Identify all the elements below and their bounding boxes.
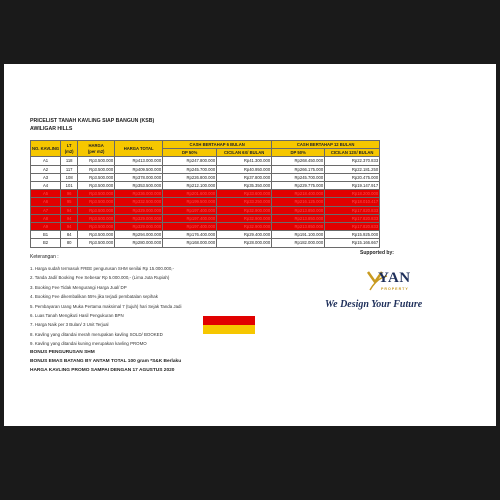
bonus-line-3: HARGA KAVLING PROMO SAMPAI DENGAN 17 AGUSTUS 2020 xyxy=(30,368,175,373)
cell-no: A2 xyxy=(31,165,61,173)
cell-dp12: Rp213.850.000 xyxy=(272,223,325,231)
cell-cic12: Rp15.166.667 xyxy=(325,239,380,247)
table-row xyxy=(31,214,380,222)
cell-total: Rp294.000.000 xyxy=(115,231,163,239)
cell-cic12: Rp22.370.833 xyxy=(325,157,380,165)
cell-harga: Rp3.500.000 xyxy=(78,223,115,231)
cell-total: Rp329.000.000 xyxy=(115,206,163,214)
table-row xyxy=(31,223,380,231)
cell-no: A3 xyxy=(31,173,61,181)
header-lt: LT (m2) xyxy=(61,141,78,157)
cell-harga: Rp3.500.000 xyxy=(78,239,115,247)
cell-cic6: Rp32.900.000 xyxy=(217,223,272,231)
cell-dp6: Rp212.100.000 xyxy=(163,181,217,189)
note-item: 6. Luas Tanah Mengikuti Hasil Pengukuran BPN xyxy=(30,312,124,318)
note-item: 5. Pembayaran Uang Muka Pertama maksimal 7 (tujuh) hari Sejak Tanda Jadi xyxy=(30,303,182,309)
cell-dp12: Rp268.450.000 xyxy=(272,157,325,165)
note-item: 2. Tanda Jadi/ Booking Fee Sebesar Rp 5.000.000,- (Lima Juta Rupiah) xyxy=(30,275,170,281)
table-row xyxy=(31,157,380,165)
cell-harga: Rp3.500.000 xyxy=(78,190,115,198)
cell-harga: Rp3.500.000 xyxy=(78,173,115,181)
cell-no: B1 xyxy=(31,231,61,239)
table-header-row xyxy=(31,141,380,149)
cell-lt: 101 xyxy=(61,181,78,189)
note-item: 4. Booking Fee dikembalikan 55% jika terjadi pembatalan sepihak xyxy=(30,294,158,300)
note-item: 7. Harga Naik per 3 Bulan/ 3 Unit Terjual xyxy=(30,322,109,328)
supported-by-label: Supported by: xyxy=(360,250,394,256)
header-harga-total: HARGA TOTAL xyxy=(115,141,163,157)
cell-lt: 80 xyxy=(61,239,78,247)
cell-dp12: Rp245.700.000 xyxy=(272,173,325,181)
table-row xyxy=(31,190,380,198)
cell-total: Rp280.000.000 xyxy=(115,239,163,247)
cell-cic6: Rp32.900.000 xyxy=(217,214,272,222)
cell-no: A1 xyxy=(31,157,61,165)
price-table xyxy=(30,140,380,248)
cell-lt: 108 xyxy=(61,173,78,181)
cell-no: B2 xyxy=(31,239,61,247)
cell-harga: Rp3.500.000 xyxy=(78,206,115,214)
bonus-line-2: BONUS EMAS BATANG BY ANTAM TOTAL 100 gram *S&K Berlaku xyxy=(30,359,182,364)
cell-total: Rp329.000.000 xyxy=(115,214,163,222)
notes-section xyxy=(30,254,280,349)
cell-harga: Rp3.500.000 xyxy=(78,165,115,173)
table-row xyxy=(31,165,380,173)
cell-total: Rp413.000.000 xyxy=(115,157,163,165)
cell-cic6: Rp29.400.000 xyxy=(217,231,272,239)
cell-harga: Rp3.500.000 xyxy=(78,231,115,239)
cell-total: Rp332.500.000 xyxy=(115,198,163,206)
notes-list xyxy=(30,264,280,349)
cell-lt: 118 xyxy=(61,157,78,165)
cell-dp12: Rp191.100.000 xyxy=(272,231,325,239)
cell-dp12: Rp266.175.000 xyxy=(272,165,325,173)
table-body xyxy=(31,157,380,247)
cell-dp6: Rp199.500.000 xyxy=(163,198,217,206)
cell-lt: 94 xyxy=(61,223,78,231)
cell-no: A4 xyxy=(31,181,61,189)
sponsor-slogan: We Design Your Future xyxy=(325,299,423,310)
cell-total: Rp378.000.000 xyxy=(115,173,163,181)
cell-total: Rp353.500.000 xyxy=(115,181,163,189)
table-row xyxy=(31,231,380,239)
cell-cic12: Rp18.010.417 xyxy=(325,198,380,206)
cell-cic12: Rp18.200.000 xyxy=(325,190,380,198)
cell-harga: Rp3.500.000 xyxy=(78,157,115,165)
header-harga: HARGA (per m2) xyxy=(78,141,115,157)
header-dp-12: DP 50% xyxy=(272,149,325,157)
cell-dp6: Rp201.600.000 xyxy=(163,190,217,198)
cell-cic6: Rp32.900.000 xyxy=(217,206,272,214)
cell-lt: 117 xyxy=(61,165,78,173)
cell-no: A8 xyxy=(31,214,61,222)
cell-cic6: Rp37.800.000 xyxy=(217,173,272,181)
cell-cic12: Rp15.925.000 xyxy=(325,231,380,239)
cell-dp6: Rp197.400.000 xyxy=(163,214,217,222)
cell-cic12: Rp20.475.000 xyxy=(325,173,380,181)
cell-no: A9 xyxy=(31,223,61,231)
header-cash-12: CASH BERTAHAP 12 BULAN xyxy=(272,141,380,149)
cell-total: Rp329.000.000 xyxy=(115,223,163,231)
cell-dp6: Rp247.800.000 xyxy=(163,157,217,165)
cell-cic6: Rp33.600.000 xyxy=(217,190,272,198)
bonus-line-1: BONUS PENGURUSAN SHM xyxy=(30,350,95,355)
cell-lt: 94 xyxy=(61,214,78,222)
document-subtitle: AWILIGAR HILLS xyxy=(30,126,73,132)
cell-lt: 84 xyxy=(61,231,78,239)
note-item: 1. Harga sudah termasuk FREE pengurusan SHM senilai Rp 15.000.000,- xyxy=(30,266,174,271)
cell-cic6: Rp40.950.000 xyxy=(217,165,272,173)
note-item: 9. Kavling yang ditandai kuning merupakan kavling PROMO xyxy=(30,341,147,347)
cell-cic12: Rp22.181.250 xyxy=(325,165,380,173)
table-row xyxy=(31,239,380,247)
cell-dp6: Rp197.400.000 xyxy=(163,206,217,214)
legend-sold-swatch xyxy=(203,316,255,325)
header-cash-6: CASH BERTAHAP 6 BULAN xyxy=(163,141,272,149)
cell-lt: 94 xyxy=(61,206,78,214)
cell-cic12: Rp19.147.917 xyxy=(325,181,380,189)
cell-no: A6 xyxy=(31,198,61,206)
cell-cic12: Rp17.820.833 xyxy=(325,214,380,222)
cell-dp12: Rp213.850.000 xyxy=(272,206,325,214)
cell-lt: 96 xyxy=(61,190,78,198)
cell-dp6: Rp226.800.000 xyxy=(163,173,217,181)
cell-cic6: Rp41.300.000 xyxy=(217,157,272,165)
table-row xyxy=(31,181,380,189)
cell-harga: Rp3.500.000 xyxy=(78,198,115,206)
cell-total: Rp336.000.000 xyxy=(115,190,163,198)
header-cicilan-12: CICILAN 12X/ BULAN xyxy=(325,149,380,157)
cell-total: Rp409.500.000 xyxy=(115,165,163,173)
note-item: 8. Kavling yang ditandai merah merupakan kavling SOLD/ BOOKED xyxy=(30,331,163,337)
header-dp-6: DP 50% xyxy=(163,149,217,157)
header-no-kavling: NO. KAVLING xyxy=(31,141,61,157)
cell-dp6: Rp176.400.000 xyxy=(163,231,217,239)
table-row xyxy=(31,173,380,181)
cell-cic6: Rp35.350.000 xyxy=(217,181,272,189)
cell-cic12: Rp17.820.833 xyxy=(325,206,380,214)
cell-cic6: Rp33.250.000 xyxy=(217,198,272,206)
cell-cic12: Rp17.820.833 xyxy=(325,223,380,231)
cell-dp12: Rp213.850.000 xyxy=(272,214,325,222)
cell-dp6: Rp168.000.000 xyxy=(163,239,217,247)
cell-no: A5 xyxy=(31,190,61,198)
cell-cic6: Rp28.000.000 xyxy=(217,239,272,247)
header-cicilan-6: CICILAN 6X/ BULAN xyxy=(217,149,272,157)
table-row xyxy=(31,198,380,206)
cell-no: A7 xyxy=(31,206,61,214)
cell-dp12: Rp229.775.000 xyxy=(272,181,325,189)
cell-harga: Rp3.500.000 xyxy=(78,214,115,222)
cell-dp12: Rp182.000.000 xyxy=(272,239,325,247)
table-row xyxy=(31,206,380,214)
sponsor-logo-text: YAN xyxy=(378,270,411,286)
cell-dp12: Rp218.400.000 xyxy=(272,190,325,198)
cell-dp6: Rp245.700.000 xyxy=(163,165,217,173)
cell-dp12: Rp216.125.000 xyxy=(272,198,325,206)
cell-harga: Rp3.500.000 xyxy=(78,181,115,189)
legend-promo-swatch xyxy=(203,325,255,334)
note-item: 3. Booking Fee Tidak Mengurangi Harga Jual/ DP xyxy=(30,284,127,290)
cell-dp6: Rp197.400.000 xyxy=(163,223,217,231)
sponsor-logo-sub: PROPERTY xyxy=(381,287,409,291)
cell-lt: 95 xyxy=(61,198,78,206)
document-title: PRICELIST TANAH KAVLING SIAP BANGUN (KSB) xyxy=(30,118,155,124)
notes-heading: Keterangan : xyxy=(30,254,59,260)
